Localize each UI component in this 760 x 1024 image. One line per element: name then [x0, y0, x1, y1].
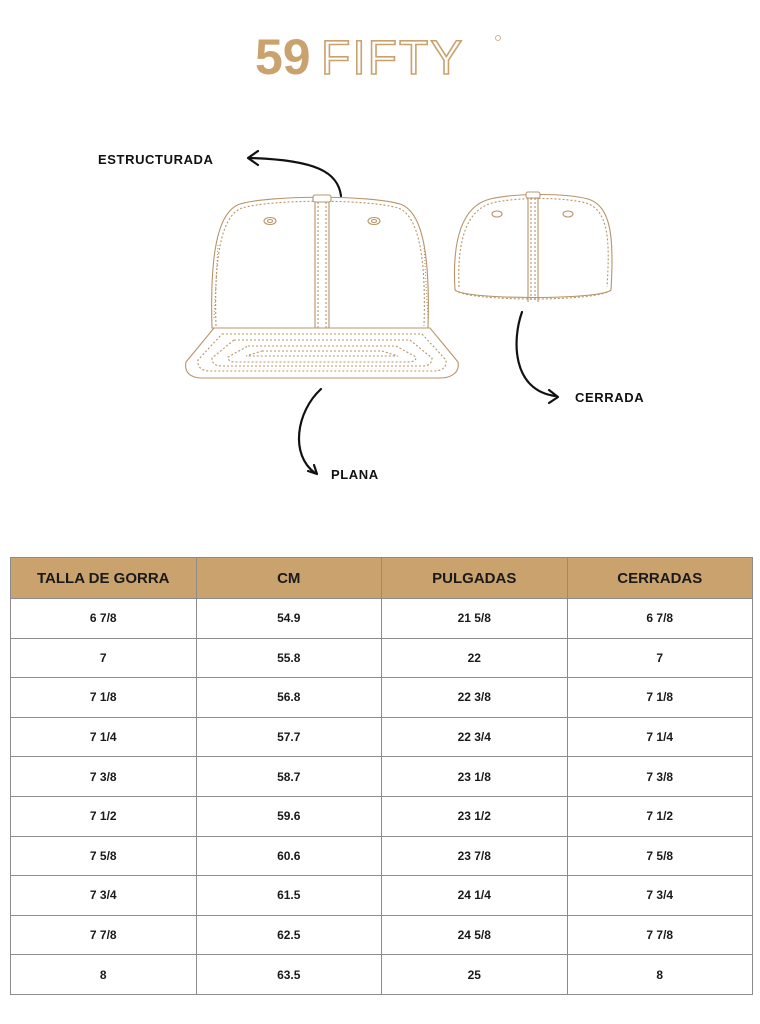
table-row: [11, 638, 753, 678]
cell-cm: 60.6: [196, 836, 382, 876]
table-row: [11, 796, 753, 836]
cell-closed: 6 7/8: [567, 599, 753, 639]
table-row: [11, 915, 753, 955]
cell-closed: 7 1/8: [567, 678, 753, 718]
table-row: [11, 876, 753, 916]
cell-inches: 23 1/2: [382, 796, 568, 836]
header-cm: CM: [196, 558, 382, 599]
cell-closed: 7 3/8: [567, 757, 753, 797]
cell-closed: 7 1/4: [567, 717, 753, 757]
cell-cm: 54.9: [196, 599, 382, 639]
cell-size: 7 1/2: [11, 796, 197, 836]
cell-size: 7 1/8: [11, 678, 197, 718]
cell-cm: 59.6: [196, 796, 382, 836]
label-structured: ESTRUCTURADA: [98, 152, 214, 167]
cell-cm: 62.5: [196, 915, 382, 955]
table-row: [11, 599, 753, 639]
cell-inches: 25: [382, 955, 568, 995]
cell-closed: 8: [567, 955, 753, 995]
cell-inches: 23 7/8: [382, 836, 568, 876]
cell-size: 7 3/4: [11, 876, 197, 916]
header-cap-size: TALLA DE GORRA: [11, 558, 197, 599]
cell-size: 7 5/8: [11, 836, 197, 876]
cell-size: 7 7/8: [11, 915, 197, 955]
cell-inches: 24 5/8: [382, 915, 568, 955]
label-closed: CERRADA: [575, 390, 645, 405]
cell-closed: 7 5/8: [567, 836, 753, 876]
cell-inches: 23 1/8: [382, 757, 568, 797]
cell-closed: 7: [567, 638, 753, 678]
cell-cm: 61.5: [196, 876, 382, 916]
table-row: [11, 955, 753, 995]
cell-inches: 22 3/8: [382, 678, 568, 718]
cell-cm: 55.8: [196, 638, 382, 678]
cell-closed: 7 1/2: [567, 796, 753, 836]
logo-59fifty-graphic: [255, 28, 505, 84]
cell-inches: 24 1/4: [382, 876, 568, 916]
table-row: [11, 757, 753, 797]
structured-cap-drawing: [186, 195, 459, 378]
cell-size: 8: [11, 955, 197, 995]
cell-inches: 22 3/4: [382, 717, 568, 757]
cell-cm: 56.8: [196, 678, 382, 718]
table-row: [11, 836, 753, 876]
cell-cm: 58.7: [196, 757, 382, 797]
brand-logo: [0, 28, 760, 88]
cell-inches: 21 5/8: [382, 599, 568, 639]
cell-size: 7 1/4: [11, 717, 197, 757]
cell-size: 6 7/8: [11, 599, 197, 639]
header-closed: CERRADAS: [567, 558, 753, 599]
cell-cm: 57.7: [196, 717, 382, 757]
registered-mark-icon: [496, 36, 501, 41]
label-flat: PLANA: [331, 467, 379, 482]
header-inches: PULGADAS: [382, 558, 568, 599]
logo-word: FIFTY: [321, 32, 465, 84]
cap-diagram: [0, 130, 760, 510]
cell-inches: 22: [382, 638, 568, 678]
closed-cap-drawing: [454, 192, 612, 302]
table-header-row: [11, 558, 753, 599]
arrow-structured: [250, 158, 341, 196]
cell-closed: 7 3/4: [567, 876, 753, 916]
arrow-flat: [299, 389, 321, 473]
cell-size: 7 3/8: [11, 757, 197, 797]
cell-cm: 63.5: [196, 955, 382, 995]
size-chart-table: [10, 557, 753, 995]
table-row: [11, 717, 753, 757]
cell-size: 7: [11, 638, 197, 678]
table-row: [11, 678, 753, 718]
cell-closed: 7 7/8: [567, 915, 753, 955]
arrow-closed: [517, 312, 555, 396]
logo-numeral: 59: [255, 29, 311, 84]
